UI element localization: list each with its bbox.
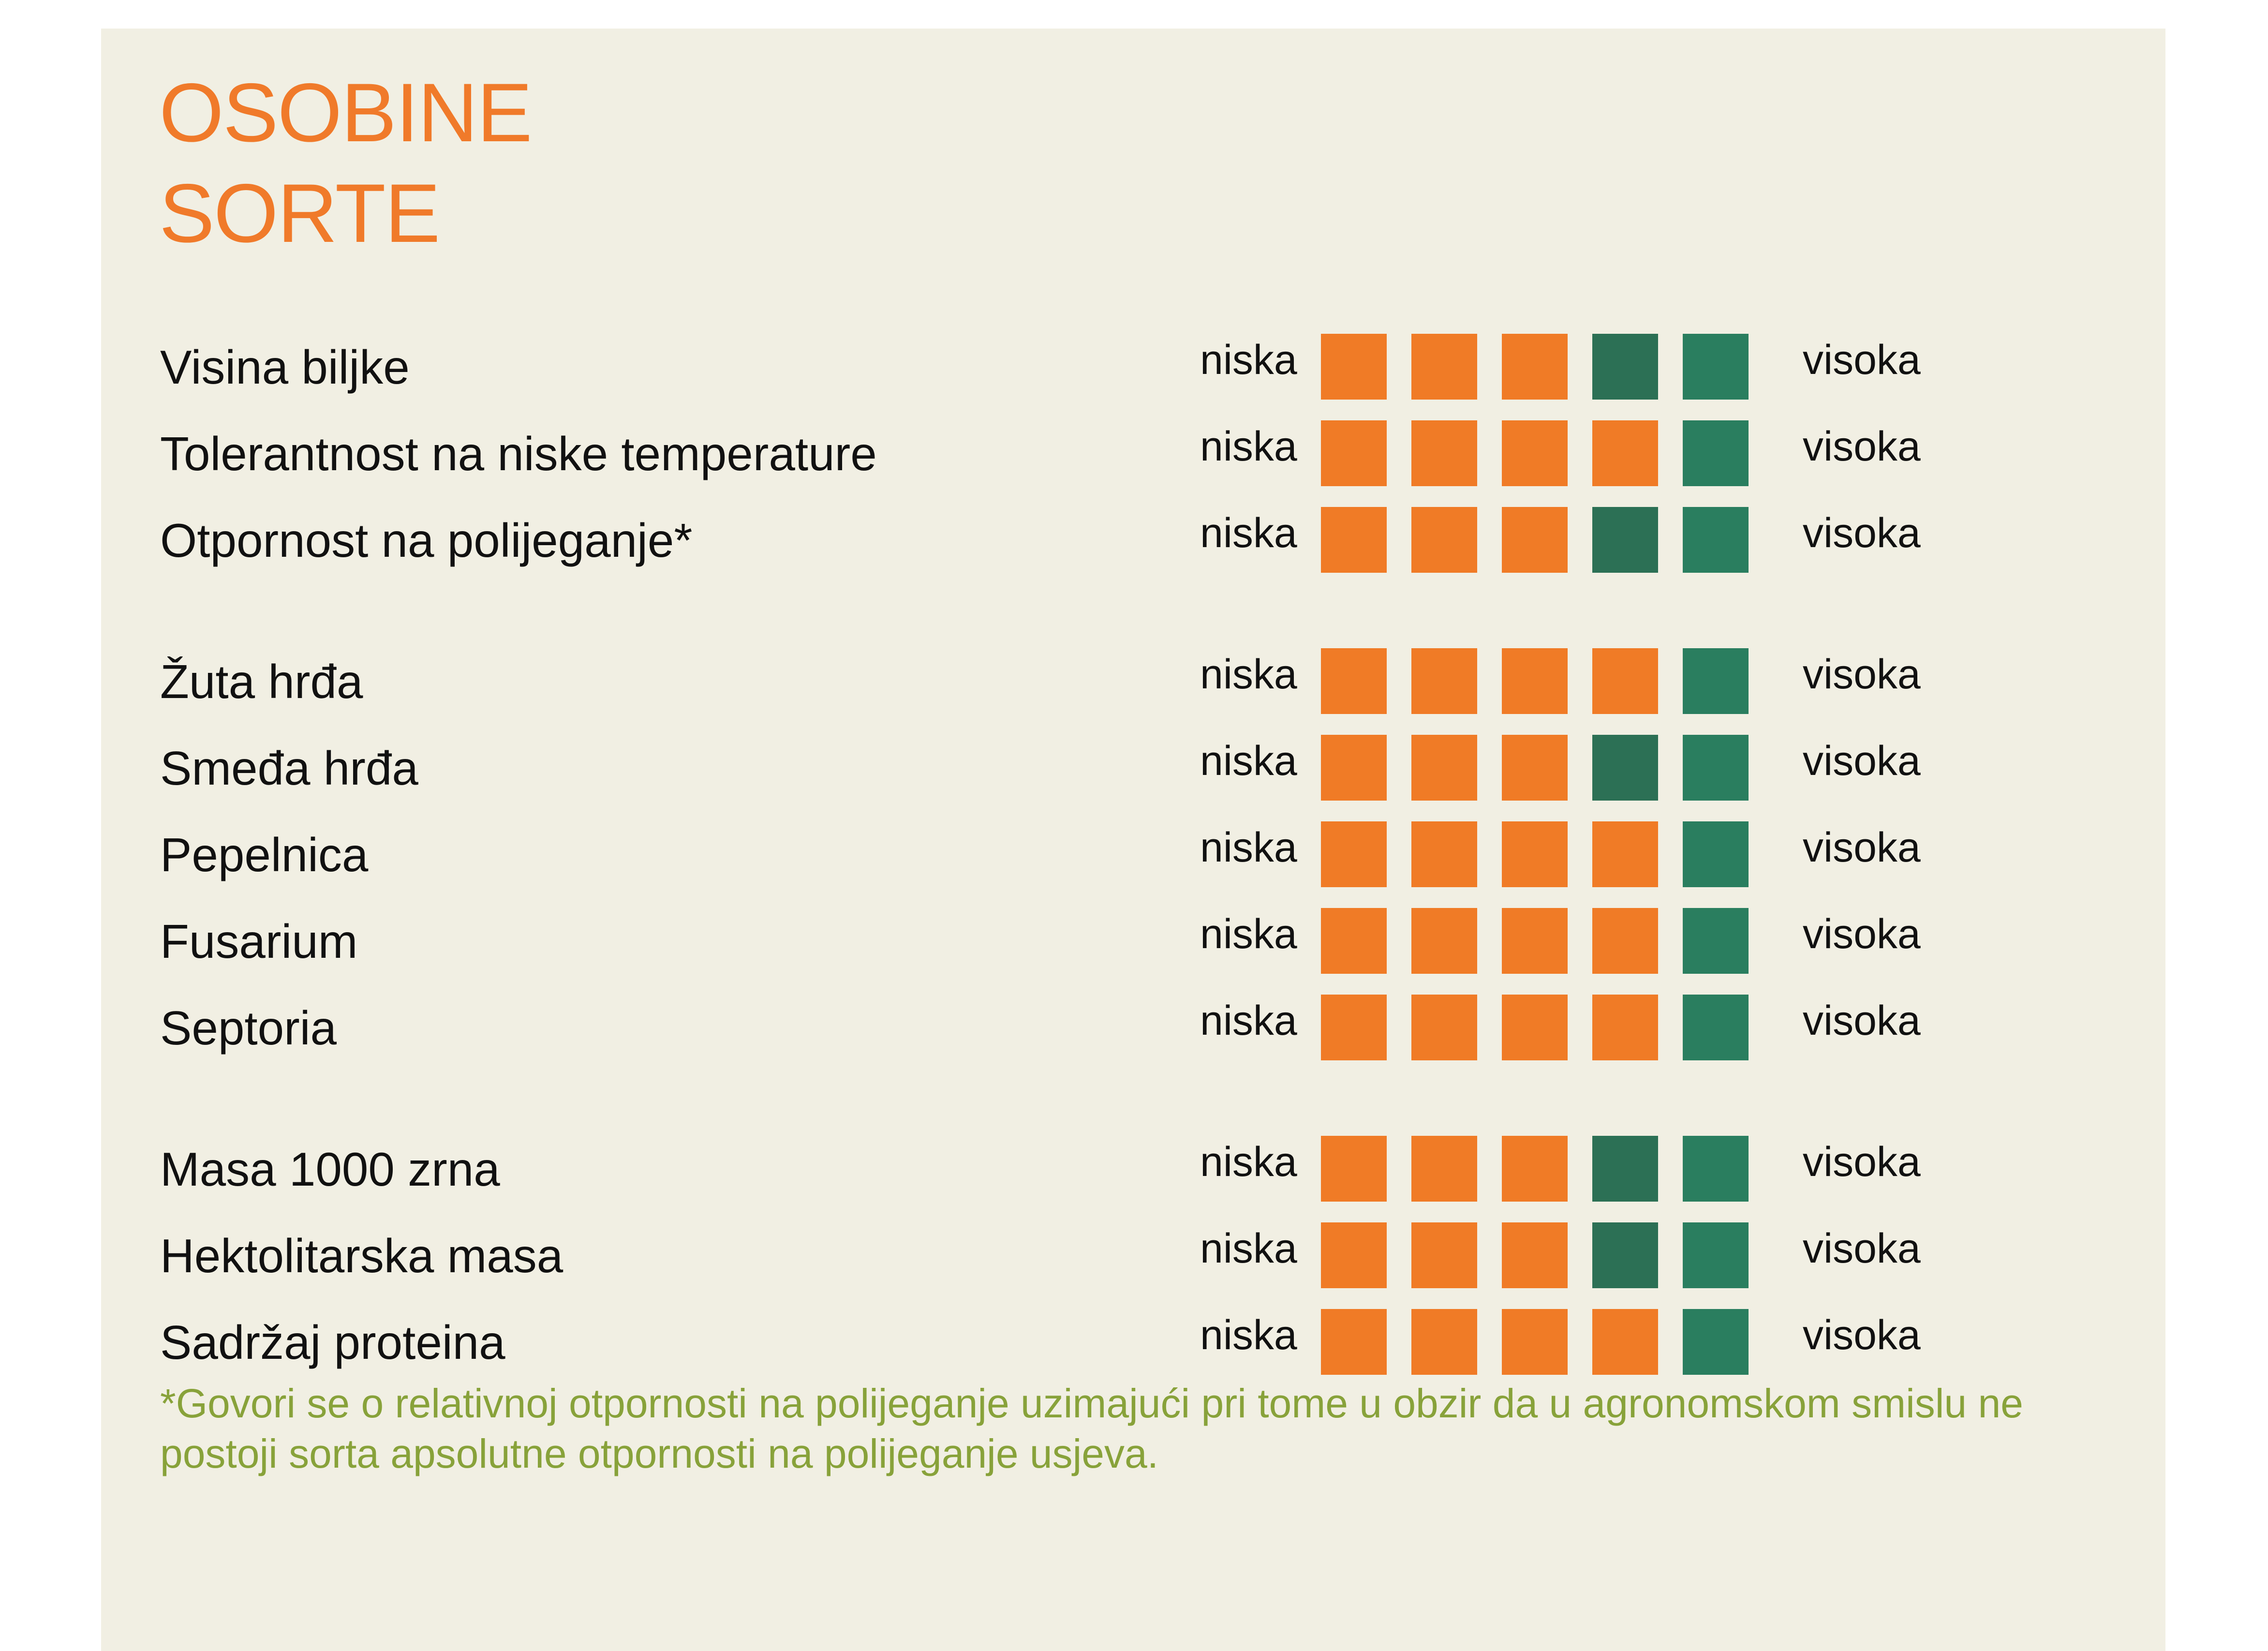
chart-panel (101, 29, 2165, 1651)
rating-square-empty (1502, 995, 1568, 1060)
rating-square-empty (1411, 420, 1477, 486)
row-label: Tolerantnost na niske temperature (160, 427, 877, 480)
rating-square-empty (1411, 507, 1477, 573)
rating-square-empty (1321, 1222, 1387, 1288)
rating-square-empty (1321, 507, 1387, 573)
row-label: Septoria (160, 1001, 337, 1055)
scale-low-label: niska (1200, 651, 1297, 698)
rating-square-empty (1411, 995, 1477, 1060)
title-line-1: OSOBINE (159, 66, 532, 159)
scale-high-label: visoka (1803, 423, 1921, 470)
rating-square-empty (1502, 507, 1568, 573)
footnote: *Govori se o relativnoj otpornosti na polijeganje uzimajući pri tome u obzir da u agronomskom smislu ne postoji sorta apsolutne otpornosti na polijeganje usjeva. (160, 1381, 2023, 1476)
rating-square-filled (1683, 1309, 1749, 1375)
rating-square-empty (1592, 995, 1658, 1060)
scale-low-label: niska (1200, 1225, 1297, 1272)
rating-square-empty (1321, 821, 1387, 887)
scale-low-label: niska (1200, 1139, 1297, 1185)
rating-square-empty (1502, 908, 1568, 974)
row-label: Smeđa hrđa (160, 742, 418, 795)
rating-square-empty (1321, 420, 1387, 486)
rating-square-filled (1592, 1222, 1658, 1288)
rating-square-empty (1411, 1309, 1477, 1375)
rating-square-filled (1683, 507, 1749, 573)
rating-square-filled (1683, 995, 1749, 1060)
rating-square-empty (1502, 821, 1568, 887)
scale-low-label: niska (1200, 423, 1297, 470)
rating-square-empty (1321, 1136, 1387, 1202)
scale-low-label: niska (1200, 510, 1297, 556)
row-label: Masa 1000 zrna (160, 1143, 500, 1196)
rating-square-empty (1502, 735, 1568, 801)
scale-high-label: visoka (1803, 1312, 1921, 1358)
rating-square-filled (1683, 1222, 1749, 1288)
rating-square-filled (1683, 1136, 1749, 1202)
row-label: Žuta hrđa (160, 655, 363, 708)
rating-square-filled (1683, 908, 1749, 974)
rating-square-empty (1592, 648, 1658, 714)
rating-square-empty (1321, 995, 1387, 1060)
rating-square-filled (1592, 1136, 1658, 1202)
scale-low-label: niska (1200, 738, 1297, 784)
rating-square-empty (1411, 908, 1477, 974)
rating-square-empty (1321, 648, 1387, 714)
scale-low-label: niska (1200, 911, 1297, 957)
rating-square-empty (1411, 821, 1477, 887)
rating-square-empty (1502, 334, 1568, 400)
rating-square-empty (1502, 420, 1568, 486)
rating-square-filled (1592, 735, 1658, 801)
row-label: Sadržaj proteina (160, 1316, 505, 1369)
rating-square-empty (1502, 1222, 1568, 1288)
rating-square-empty (1592, 908, 1658, 974)
scale-low-label: niska (1200, 1312, 1297, 1358)
scale-high-label: visoka (1803, 911, 1921, 957)
page-title (159, 62, 532, 264)
rating-square-filled (1683, 420, 1749, 486)
rating-square-filled (1592, 507, 1658, 573)
rating-square-filled (1683, 821, 1749, 887)
rating-square-empty (1411, 1222, 1477, 1288)
scale-low-label: niska (1200, 824, 1297, 871)
scale-high-label: visoka (1803, 1139, 1921, 1185)
rating-square-filled (1683, 334, 1749, 400)
rating-square-empty (1321, 735, 1387, 801)
rating-square-empty (1502, 648, 1568, 714)
row-label: Pepelnica (160, 828, 369, 881)
scale-high-label: visoka (1803, 1225, 1921, 1272)
row-label: Otpornost na polijeganje* (160, 514, 693, 567)
rating-square-empty (1502, 1309, 1568, 1375)
rating-square-empty (1592, 821, 1658, 887)
title-line-2: SORTE (159, 167, 440, 260)
scale-low-label: niska (1200, 337, 1297, 383)
rating-square-empty (1592, 1309, 1658, 1375)
rating-square-empty (1502, 1136, 1568, 1202)
rating-square-empty (1411, 1136, 1477, 1202)
rating-square-empty (1411, 648, 1477, 714)
rating-square-filled (1683, 648, 1749, 714)
row-label: Hektolitarska masa (160, 1229, 563, 1282)
scale-high-label: visoka (1803, 738, 1921, 784)
scale-high-label: visoka (1803, 510, 1921, 556)
scale-high-label: visoka (1803, 997, 1921, 1044)
row-label: Fusarium (160, 915, 358, 968)
scale-high-label: visoka (1803, 651, 1921, 698)
scale-low-label: niska (1200, 997, 1297, 1044)
rating-square-empty (1321, 334, 1387, 400)
rating-square-filled (1592, 334, 1658, 400)
rating-square-empty (1321, 1309, 1387, 1375)
row-label: Visina biljke (160, 341, 410, 394)
rating-square-empty (1411, 334, 1477, 400)
scale-high-label: visoka (1803, 337, 1921, 383)
rating-square-empty (1321, 908, 1387, 974)
rating-square-empty (1592, 420, 1658, 486)
rating-square-empty (1411, 735, 1477, 801)
rating-square-filled (1683, 735, 1749, 801)
scale-high-label: visoka (1803, 824, 1921, 871)
